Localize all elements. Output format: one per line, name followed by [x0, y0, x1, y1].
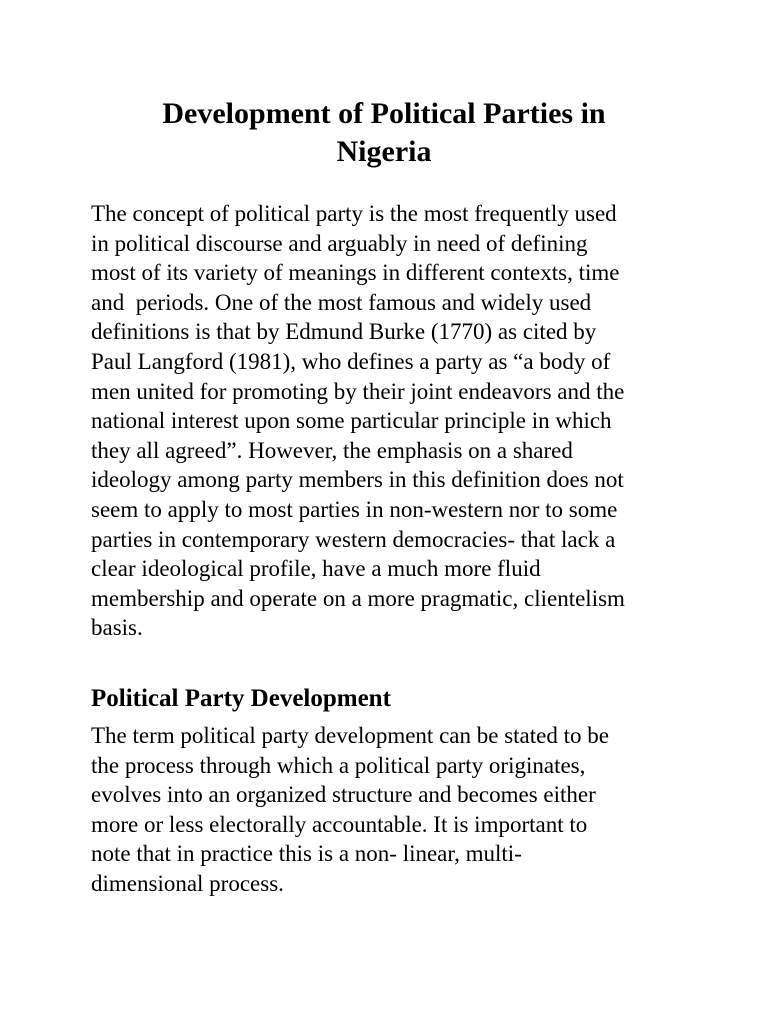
paragraph-line: The concept of political party is the most frequently used [91, 201, 617, 226]
paragraph-line: they all agreed”. However, the emphasis on a shared [91, 437, 573, 463]
paragraph-line: clear ideological profile, have a much more fluid [91, 556, 541, 582]
paragraph-line: parties in contemporary western democracies- that lack a [91, 526, 616, 552]
intro-paragraph [91, 199, 691, 643]
paragraph-line: basis. [91, 615, 143, 641]
paragraph-line: and periods. One of the most famous and widely used [91, 289, 592, 315]
title-line: Nigeria [336, 135, 432, 168]
section-heading: Political Party Development [91, 685, 391, 712]
document-title [90, 95, 678, 171]
title-line: Development of Political Parties in [162, 97, 606, 130]
paragraph-line: in political discourse and arguably in need of defining [91, 230, 588, 256]
paragraph-line: national interest upon some particular principle in which [91, 408, 612, 434]
paragraph-line: the process through which a political party originates, [91, 752, 586, 778]
paragraph-line: men united for promoting by their joint endeavors and the [91, 378, 625, 404]
paragraph-line: membership and operate on a more pragmatic, clientelism [91, 585, 625, 611]
paragraph-line: The term political party development can be stated to be [91, 723, 609, 748]
paragraph-line: ideology among party members in this definition does not [91, 467, 624, 493]
paragraph-line: evolves into an organized structure and becomes either [91, 782, 596, 808]
paragraph-line: definitions is that by Edmund Burke (1770) as cited by [91, 319, 597, 345]
paragraph-line: seem to apply to most parties in non-western nor to some [91, 496, 618, 522]
paragraph-line: note that in practice this is a non- linear, multi- [91, 841, 522, 867]
paragraph-line: dimensional process. [91, 870, 284, 896]
paragraph-line: more or less electorally accountable. It is important to [91, 811, 588, 837]
paragraph-line: Paul Langford (1981), who defines a party as “a body of [91, 348, 611, 374]
paragraph-line: most of its variety of meanings in different contexts, time [91, 260, 620, 286]
section-paragraph [91, 721, 691, 899]
